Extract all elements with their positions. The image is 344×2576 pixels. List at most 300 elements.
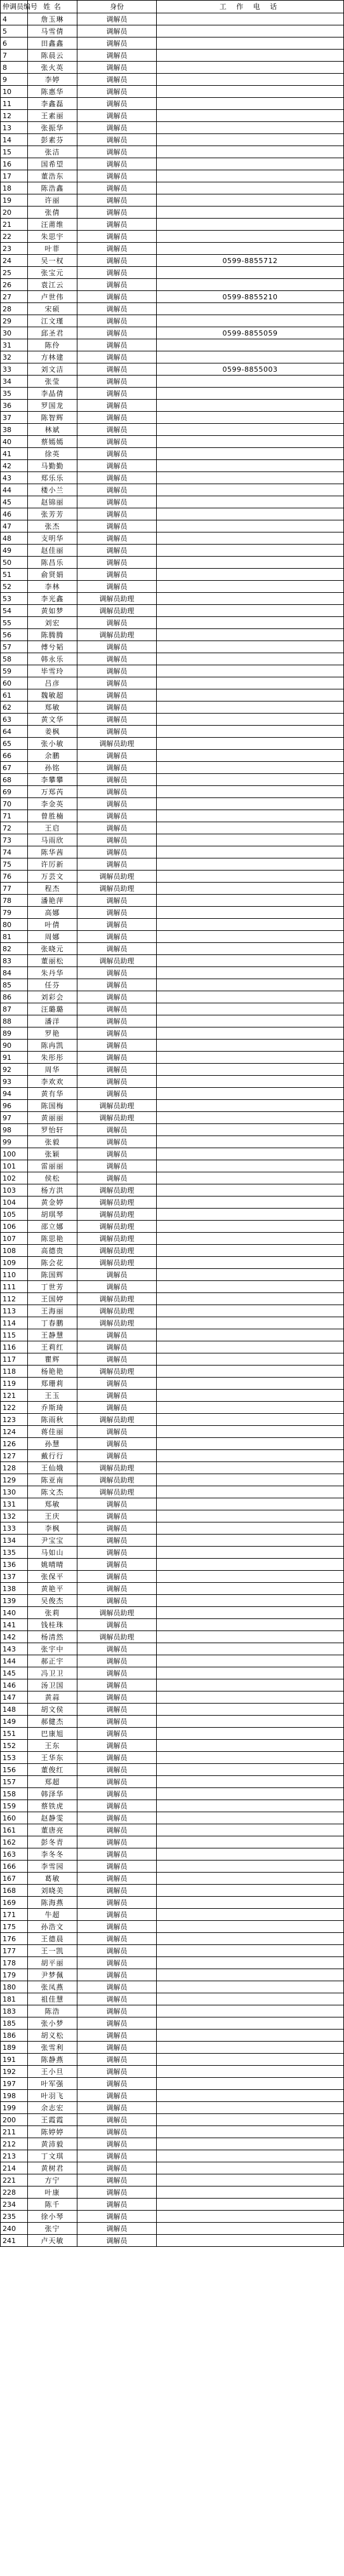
cell-mediator-id: 71 bbox=[1, 810, 28, 822]
cell-name: 张毅 bbox=[28, 1136, 77, 1148]
cell-mediator-id: 16 bbox=[1, 158, 28, 170]
table-row bbox=[1, 25, 344, 37]
cell-mediator-id: 221 bbox=[1, 2174, 28, 2186]
cell-name: 郑超 bbox=[28, 1776, 77, 1788]
cell-name: 陈千 bbox=[28, 2199, 77, 2211]
cell-name: 姜枫 bbox=[28, 726, 77, 738]
table-row bbox=[1, 400, 344, 412]
table-row bbox=[1, 74, 344, 86]
table-row bbox=[1, 895, 344, 907]
cell-mediator-id: 139 bbox=[1, 1595, 28, 1607]
cell-role: 调解员 bbox=[77, 158, 157, 170]
cell-role: 调解员 bbox=[77, 1969, 157, 1981]
cell-name: 王德晨 bbox=[28, 1933, 77, 1945]
cell-mediator-id: 79 bbox=[1, 907, 28, 919]
cell-work-phone bbox=[157, 1209, 344, 1221]
cell-name: 韩泽华 bbox=[28, 1788, 77, 1800]
table-row bbox=[1, 484, 344, 496]
table-row bbox=[1, 388, 344, 400]
cell-role: 调解员 bbox=[77, 1329, 157, 1341]
cell-name: 罗怡轩 bbox=[28, 1124, 77, 1136]
cell-role: 调解员 bbox=[77, 436, 157, 448]
cell-name: 丁世芳 bbox=[28, 1281, 77, 1293]
cell-name: 汤卫国 bbox=[28, 1679, 77, 1691]
cell-mediator-id: 121 bbox=[1, 1390, 28, 1402]
cell-role: 调解员 bbox=[77, 786, 157, 798]
cell-role: 调解员 bbox=[77, 689, 157, 702]
cell-role: 调解员 bbox=[77, 641, 157, 653]
cell-mediator-id: 73 bbox=[1, 834, 28, 846]
cell-role: 调解员 bbox=[77, 822, 157, 834]
cell-work-phone bbox=[157, 1812, 344, 1824]
cell-role: 调解员 bbox=[77, 1426, 157, 1438]
cell-mediator-id: 54 bbox=[1, 605, 28, 617]
cell-name: 陈亚南 bbox=[28, 1474, 77, 1486]
cell-work-phone bbox=[157, 581, 344, 593]
cell-role: 调解员 bbox=[77, 267, 157, 279]
cell-name: 李光鑫 bbox=[28, 593, 77, 605]
cell-work-phone bbox=[157, 207, 344, 219]
cell-role: 调解员助理 bbox=[77, 1184, 157, 1196]
cell-name: 胡平丽 bbox=[28, 1957, 77, 1969]
cell-name: 陈浩鑫 bbox=[28, 182, 77, 194]
cell-work-phone bbox=[157, 677, 344, 689]
cell-role: 调解员 bbox=[77, 74, 157, 86]
cell-work-phone bbox=[157, 86, 344, 98]
cell-work-phone bbox=[157, 1100, 344, 1112]
cell-role: 调解员助理 bbox=[77, 1631, 157, 1643]
cell-mediator-id: 48 bbox=[1, 532, 28, 545]
table-row bbox=[1, 110, 344, 122]
cell-mediator-id: 40 bbox=[1, 436, 28, 448]
table-row bbox=[1, 1124, 344, 1136]
cell-name: 余鹏 bbox=[28, 750, 77, 762]
cell-mediator-id: 214 bbox=[1, 2162, 28, 2174]
cell-name: 郝健杰 bbox=[28, 1716, 77, 1728]
cell-mediator-id: 108 bbox=[1, 1245, 28, 1257]
table-row bbox=[1, 1595, 344, 1607]
table-row bbox=[1, 1233, 344, 1245]
table-row bbox=[1, 1341, 344, 1353]
cell-mediator-id: 92 bbox=[1, 1064, 28, 1076]
cell-work-phone bbox=[157, 726, 344, 738]
cell-work-phone bbox=[157, 557, 344, 569]
cell-role: 调解员 bbox=[77, 1583, 157, 1595]
cell-work-phone bbox=[157, 545, 344, 557]
cell-mediator-id: 240 bbox=[1, 2223, 28, 2235]
cell-mediator-id: 66 bbox=[1, 750, 28, 762]
cell-mediator-id: 111 bbox=[1, 1281, 28, 1293]
cell-work-phone bbox=[157, 786, 344, 798]
cell-work-phone bbox=[157, 1305, 344, 1317]
cell-work-phone bbox=[157, 1076, 344, 1088]
cell-name: 陈华茜 bbox=[28, 846, 77, 858]
cell-work-phone bbox=[157, 629, 344, 641]
cell-role: 调解员 bbox=[77, 1704, 157, 1716]
cell-role: 调解员 bbox=[77, 508, 157, 520]
cell-work-phone bbox=[157, 810, 344, 822]
table-row bbox=[1, 1281, 344, 1293]
cell-work-phone bbox=[157, 1836, 344, 1848]
table-row bbox=[1, 1667, 344, 1679]
cell-work-phone bbox=[157, 243, 344, 255]
cell-role: 调解员 bbox=[77, 1438, 157, 1450]
cell-work-phone bbox=[157, 1257, 344, 1269]
cell-role: 调解员 bbox=[77, 1957, 157, 1969]
cell-role: 调解员 bbox=[77, 1655, 157, 1667]
cell-mediator-id: 114 bbox=[1, 1317, 28, 1329]
cell-role: 调解员 bbox=[77, 1353, 157, 1366]
cell-role: 调解员 bbox=[77, 1776, 157, 1788]
cell-work-phone bbox=[157, 1957, 344, 1969]
cell-name: 徐小琴 bbox=[28, 2211, 77, 2223]
cell-role: 调解员 bbox=[77, 762, 157, 774]
cell-name: 郑敏 bbox=[28, 702, 77, 714]
cell-work-phone bbox=[157, 907, 344, 919]
cell-name: 王小旦 bbox=[28, 2066, 77, 2078]
table-row bbox=[1, 243, 344, 255]
cell-mediator-id: 55 bbox=[1, 617, 28, 629]
cell-role: 调解员助理 bbox=[77, 1317, 157, 1329]
cell-role: 调解员 bbox=[77, 339, 157, 351]
cell-work-phone bbox=[157, 1861, 344, 1873]
cell-mediator-id: 74 bbox=[1, 846, 28, 858]
cell-mediator-id: 88 bbox=[1, 1015, 28, 1027]
table-body bbox=[1, 13, 344, 2247]
cell-name: 杨方洪 bbox=[28, 1184, 77, 1196]
cell-name: 张凤燕 bbox=[28, 1981, 77, 1993]
table-row bbox=[1, 267, 344, 279]
table-row bbox=[1, 1305, 344, 1317]
cell-work-phone bbox=[157, 689, 344, 702]
cell-mediator-id: 119 bbox=[1, 1378, 28, 1390]
table-row bbox=[1, 1836, 344, 1848]
cell-work-phone bbox=[157, 1607, 344, 1619]
cell-work-phone bbox=[157, 1124, 344, 1136]
cell-work-phone bbox=[157, 146, 344, 158]
cell-work-phone bbox=[157, 134, 344, 146]
table-row bbox=[1, 798, 344, 810]
cell-mediator-id: 169 bbox=[1, 1897, 28, 1909]
cell-work-phone bbox=[157, 1003, 344, 1015]
cell-work-phone bbox=[157, 1196, 344, 1209]
cell-work-phone bbox=[157, 1390, 344, 1402]
cell-role: 调解员 bbox=[77, 1800, 157, 1812]
cell-role: 调解员 bbox=[77, 1160, 157, 1172]
cell-mediator-id: 52 bbox=[1, 581, 28, 593]
cell-mediator-id: 179 bbox=[1, 1969, 28, 1981]
cell-mediator-id: 90 bbox=[1, 1040, 28, 1052]
table-row bbox=[1, 1704, 344, 1716]
cell-mediator-id: 98 bbox=[1, 1124, 28, 1136]
cell-name: 王启 bbox=[28, 822, 77, 834]
table-row bbox=[1, 1221, 344, 1233]
cell-work-phone bbox=[157, 1764, 344, 1776]
cell-work-phone bbox=[157, 1535, 344, 1547]
cell-role: 调解员 bbox=[77, 2066, 157, 2078]
cell-role: 调解员 bbox=[77, 1716, 157, 1728]
cell-name: 丁春鹏 bbox=[28, 1317, 77, 1329]
table-row bbox=[1, 182, 344, 194]
cell-name: 张宝元 bbox=[28, 267, 77, 279]
cell-work-phone bbox=[157, 1378, 344, 1390]
table-row bbox=[1, 617, 344, 629]
table-row bbox=[1, 846, 344, 858]
cell-mediator-id: 126 bbox=[1, 1438, 28, 1450]
cell-work-phone bbox=[157, 1704, 344, 1716]
cell-mediator-id: 176 bbox=[1, 1933, 28, 1945]
cell-name: 张莉 bbox=[28, 1607, 77, 1619]
cell-name: 李鑫磊 bbox=[28, 98, 77, 110]
cell-work-phone bbox=[157, 834, 344, 846]
cell-name: 董丽松 bbox=[28, 955, 77, 967]
cell-role: 调解员 bbox=[77, 2211, 157, 2223]
table-row bbox=[1, 943, 344, 955]
cell-work-phone bbox=[157, 2235, 344, 2247]
cell-mediator-id: 131 bbox=[1, 1498, 28, 1510]
cell-mediator-id: 152 bbox=[1, 1740, 28, 1752]
header-role: 身份 bbox=[77, 1, 157, 13]
table-row bbox=[1, 2017, 344, 2030]
cell-name: 高娜 bbox=[28, 907, 77, 919]
cell-mediator-id: 198 bbox=[1, 2090, 28, 2102]
cell-work-phone bbox=[157, 1172, 344, 1184]
cell-work-phone: 0599-8855059 bbox=[157, 327, 344, 339]
cell-work-phone bbox=[157, 1619, 344, 1631]
cell-name: 马雪倩 bbox=[28, 25, 77, 37]
cell-name: 任芬 bbox=[28, 979, 77, 991]
cell-mediator-id: 81 bbox=[1, 931, 28, 943]
cell-role: 调解员 bbox=[77, 1824, 157, 1836]
cell-name: 王玉 bbox=[28, 1390, 77, 1402]
cell-role: 调解员 bbox=[77, 460, 157, 472]
cell-mediator-id: 144 bbox=[1, 1655, 28, 1667]
table-row bbox=[1, 1716, 344, 1728]
table-row bbox=[1, 2054, 344, 2066]
table-row bbox=[1, 1076, 344, 1088]
cell-name: 李攀攀 bbox=[28, 774, 77, 786]
cell-name: 詹玉琳 bbox=[28, 13, 77, 25]
cell-role: 调解员 bbox=[77, 750, 157, 762]
table-row bbox=[1, 1776, 344, 1788]
table-row bbox=[1, 1027, 344, 1040]
cell-role: 调解员 bbox=[77, 810, 157, 822]
cell-work-phone bbox=[157, 1873, 344, 1885]
cell-work-phone bbox=[157, 1800, 344, 1812]
cell-work-phone bbox=[157, 943, 344, 955]
table-row bbox=[1, 1993, 344, 2005]
cell-role: 调解员 bbox=[77, 2235, 157, 2247]
cell-name: 朱思宇 bbox=[28, 231, 77, 243]
cell-role: 调解员 bbox=[77, 1945, 157, 1957]
table-row bbox=[1, 1172, 344, 1184]
cell-mediator-id: 97 bbox=[1, 1112, 28, 1124]
cell-mediator-id: 91 bbox=[1, 1052, 28, 1064]
table-row bbox=[1, 98, 344, 110]
cell-work-phone bbox=[157, 1643, 344, 1655]
table-row bbox=[1, 1824, 344, 1836]
table-row bbox=[1, 219, 344, 231]
cell-mediator-id: 96 bbox=[1, 1100, 28, 1112]
cell-mediator-id: 13 bbox=[1, 122, 28, 134]
cell-work-phone bbox=[157, 351, 344, 363]
cell-mediator-id: 186 bbox=[1, 2030, 28, 2042]
cell-role: 调解员 bbox=[77, 496, 157, 508]
table-row bbox=[1, 1547, 344, 1559]
cell-role: 调解员 bbox=[77, 1172, 157, 1184]
table-row bbox=[1, 1752, 344, 1764]
cell-name: 黄金婷 bbox=[28, 1196, 77, 1209]
table-row bbox=[1, 1257, 344, 1269]
cell-name: 陈婷婷 bbox=[28, 2126, 77, 2138]
cell-name: 张晓元 bbox=[28, 943, 77, 955]
cell-name: 毕雪玲 bbox=[28, 665, 77, 677]
cell-work-phone bbox=[157, 955, 344, 967]
cell-name: 张振华 bbox=[28, 122, 77, 134]
cell-work-phone bbox=[157, 279, 344, 291]
cell-work-phone bbox=[157, 1631, 344, 1643]
cell-work-phone bbox=[157, 520, 344, 532]
table-row bbox=[1, 2150, 344, 2162]
table-row bbox=[1, 1583, 344, 1595]
cell-name: 陈国梅 bbox=[28, 1100, 77, 1112]
cell-name: 吴一权 bbox=[28, 255, 77, 267]
cell-role: 调解员 bbox=[77, 1498, 157, 1510]
cell-mediator-id: 30 bbox=[1, 327, 28, 339]
cell-role: 调解员 bbox=[77, 219, 157, 231]
cell-mediator-id: 138 bbox=[1, 1583, 28, 1595]
header-mediator-id: 仲调员编号 bbox=[1, 1, 28, 13]
table-row bbox=[1, 1160, 344, 1172]
cell-mediator-id: 76 bbox=[1, 871, 28, 883]
table-row bbox=[1, 1921, 344, 1933]
table-row bbox=[1, 532, 344, 545]
table-row bbox=[1, 376, 344, 388]
cell-work-phone bbox=[157, 1414, 344, 1426]
cell-work-phone bbox=[157, 1112, 344, 1124]
table-row bbox=[1, 146, 344, 158]
cell-work-phone bbox=[157, 2199, 344, 2211]
cell-name: 余志宏 bbox=[28, 2102, 77, 2114]
cell-role: 调解员 bbox=[77, 557, 157, 569]
cell-name: 姚晴晴 bbox=[28, 1559, 77, 1571]
cell-role: 调解员 bbox=[77, 1027, 157, 1040]
cell-work-phone bbox=[157, 1341, 344, 1353]
cell-name: 曾胜楠 bbox=[28, 810, 77, 822]
cell-name: 李冬冬 bbox=[28, 1848, 77, 1861]
cell-role: 调解员 bbox=[77, 1088, 157, 1100]
cell-mediator-id: 191 bbox=[1, 2054, 28, 2066]
table-row bbox=[1, 2042, 344, 2054]
cell-role: 调解员 bbox=[77, 2223, 157, 2235]
cell-work-phone bbox=[157, 170, 344, 182]
cell-mediator-id: 87 bbox=[1, 1003, 28, 1015]
cell-role: 调解员 bbox=[77, 2030, 157, 2042]
table-row bbox=[1, 1390, 344, 1402]
cell-work-phone bbox=[157, 967, 344, 979]
cell-work-phone bbox=[157, 1679, 344, 1691]
cell-name: 张火英 bbox=[28, 62, 77, 74]
cell-mediator-id: 158 bbox=[1, 1788, 28, 1800]
table-row bbox=[1, 1064, 344, 1076]
cell-name: 尹梦佩 bbox=[28, 1969, 77, 1981]
cell-role: 调解员 bbox=[77, 774, 157, 786]
cell-mediator-id: 8 bbox=[1, 62, 28, 74]
cell-name: 万芸文 bbox=[28, 871, 77, 883]
cell-role: 调解员 bbox=[77, 1595, 157, 1607]
table-row bbox=[1, 1873, 344, 1885]
cell-role: 调解员 bbox=[77, 858, 157, 871]
cell-role: 调解员 bbox=[77, 2186, 157, 2199]
cell-role: 调解员助理 bbox=[77, 1221, 157, 1233]
cell-name: 陈昌乐 bbox=[28, 557, 77, 569]
table-row bbox=[1, 1969, 344, 1981]
cell-name: 乔斯琦 bbox=[28, 1402, 77, 1414]
cell-work-phone bbox=[157, 822, 344, 834]
cell-mediator-id: 160 bbox=[1, 1812, 28, 1824]
cell-mediator-id: 103 bbox=[1, 1184, 28, 1196]
cell-work-phone bbox=[157, 883, 344, 895]
cell-mediator-id: 113 bbox=[1, 1305, 28, 1317]
cell-name: 张宁 bbox=[28, 2223, 77, 2235]
cell-name: 赵锦丽 bbox=[28, 496, 77, 508]
cell-work-phone bbox=[157, 871, 344, 883]
cell-name: 赵静雯 bbox=[28, 1812, 77, 1824]
cell-mediator-id: 199 bbox=[1, 2102, 28, 2114]
cell-role: 调解员 bbox=[77, 279, 157, 291]
cell-work-phone bbox=[157, 2042, 344, 2054]
table-row bbox=[1, 1136, 344, 1148]
cell-work-phone bbox=[157, 750, 344, 762]
cell-role: 调解员 bbox=[77, 1740, 157, 1752]
cell-mediator-id: 140 bbox=[1, 1607, 28, 1619]
cell-work-phone bbox=[157, 13, 344, 25]
cell-mediator-id: 123 bbox=[1, 1414, 28, 1426]
cell-work-phone bbox=[157, 1885, 344, 1897]
cell-role: 调解员助理 bbox=[77, 1462, 157, 1474]
cell-name: 罗国龙 bbox=[28, 400, 77, 412]
cell-role: 调解员助理 bbox=[77, 1245, 157, 1257]
cell-role: 调解员 bbox=[77, 1691, 157, 1704]
header-work-phone: 工 作 电 话 bbox=[157, 1, 344, 13]
cell-mediator-id: 197 bbox=[1, 2078, 28, 2090]
cell-name: 李婷 bbox=[28, 74, 77, 86]
cell-mediator-id: 85 bbox=[1, 979, 28, 991]
cell-role: 调解员 bbox=[77, 255, 157, 267]
cell-work-phone bbox=[157, 1522, 344, 1535]
table-row bbox=[1, 508, 344, 520]
table-row bbox=[1, 255, 344, 267]
table-row bbox=[1, 303, 344, 315]
table-row bbox=[1, 871, 344, 883]
cell-name: 陈浩 bbox=[28, 2005, 77, 2017]
cell-work-phone bbox=[157, 991, 344, 1003]
cell-work-phone bbox=[157, 1136, 344, 1148]
cell-name: 张杰 bbox=[28, 520, 77, 532]
cell-work-phone bbox=[157, 98, 344, 110]
cell-work-phone bbox=[157, 496, 344, 508]
cell-name: 马如山 bbox=[28, 1547, 77, 1559]
cell-role: 调解员 bbox=[77, 182, 157, 194]
cell-role: 调解员 bbox=[77, 363, 157, 376]
cell-name: 李雪园 bbox=[28, 1861, 77, 1873]
cell-name: 张莹 bbox=[28, 376, 77, 388]
cell-role: 调解员 bbox=[77, 1281, 157, 1293]
cell-role: 调解员 bbox=[77, 1402, 157, 1414]
cell-role: 调解员助理 bbox=[77, 1474, 157, 1486]
cell-mediator-id: 102 bbox=[1, 1172, 28, 1184]
table-row bbox=[1, 1643, 344, 1655]
